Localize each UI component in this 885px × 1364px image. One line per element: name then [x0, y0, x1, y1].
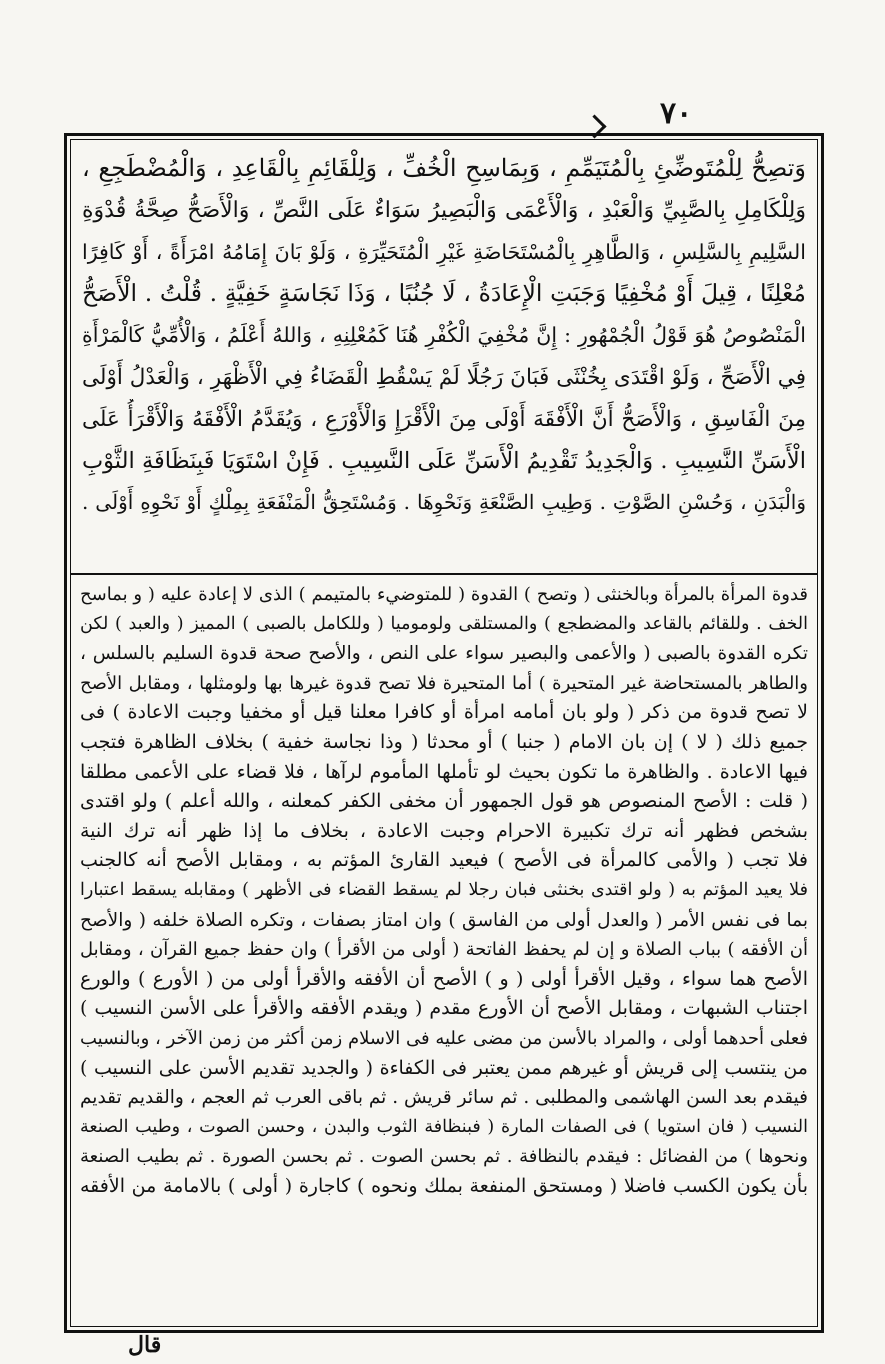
- sharh-commentary-block: [80, 580, 808, 1320]
- sharh-line: فلا تجب ( والأمى كالمرأة فى الأصح ) فيعيد القارئ المؤتم به ، ومقابل الأصح أنه كالجنب: [80, 849, 808, 872]
- sharh-line: قدوة المرأة بالمرأة وبالخنثى ( وتصح ) القدوة ( للمتوضيء بالمتيمم ) الذى لا إعادة عليه ( و بماسح: [80, 584, 808, 605]
- sharh-line: النسيب ( فان استويا ) فى الصفات المارة ( فبنظافة الثوب والبدن ، وحسن الصوت ، وطيب الصنعة: [80, 1116, 808, 1137]
- sharh-line: فلا يعيد المؤتم به ( ولو اقتدى بخنثى فبان رجلا لم يسقط القضاء فى الأظهر ) ومقابله يسقط اعتبارا: [80, 879, 808, 900]
- sharh-line: تكره القدوة بالصبى ( والأعمى والبصير سواء على النص ، والأصح صحة قدوة السليم بالسلس ،: [80, 643, 808, 665]
- sharh-line: بما فى نفس الأمر ( والعدل أولى من الفاسق ) وان امتاز بصفات ، وتكره الصلاة خلفه ( والأصح: [80, 909, 808, 931]
- matn-line: فِي الْأَصَحِّ ، وَلَوْ اقْتَدَى بِخُنْثَى فَبَانَ رَجُلًا لَمْ يَسْقُطِ الْقَضَاءُ فِي الْأَظْهَرِ ، وَالْعَدْلُ أَوْلَى: [82, 364, 806, 390]
- matn-line: الْأَسَنِّ النَّسِيبِ . وَالْجَدِيدُ تَقْدِيمُ الْأَسَنِّ عَلَى النَّسِيبِ . فَإِنْ اسْتَوَيَا فَبِنَظَافَةِ الثَّوْبِ: [82, 447, 806, 474]
- matn-line: وَلِلْكَامِلِ بِالصَّبِيِّ وَالْعَبْدِ ، وَالْأَعْمَى وَالْبَصِيرُ سَوَاءٌ عَلَى النَّصِّ ، وَالْأَصَحُّ صِحَّةُ قُدْوَةِ: [82, 197, 806, 223]
- matn-line: مُعْلِنًا ، قِيلَ أَوْ مُخْفِيًا وَجَبَتِ الْإِعَادَةُ ، لَا جُنُبًا ، وَذَا نَجَاسَةٍ خَفِيَّةٍ . قُلْتُ . الْأَصَحُّ: [82, 279, 806, 308]
- sharh-line: الخف . وللقائم بالقاعد والمضطجع ) والمستلقى ولوموميا ( وللكامل بالصبى ) المميز ( والعبد ) لكن: [80, 613, 808, 634]
- sharh-line: لا تصح قدوة من ذكر ( ولو بان أمامه امرأة أو كافرا معلنا قيل أو مخفيا وجبت الاعادة ) فى: [80, 701, 808, 724]
- sharh-line: فيها الاعادة . والظاهرة ما تكون بحيث لو تأملها المأموم لرآها ، فلا قضاء على الأعمى مطلقا: [80, 760, 808, 783]
- sharh-line: بشخص فظهر أنه ترك تكبيرة الاحرام وجبت الاعادة ، بخلاف ما إذا ظهر أنه ترك النية: [80, 819, 808, 842]
- page-number: ٧٠: [660, 96, 693, 131]
- matn-line: وَتصِحُّ لِلْمُتَوضِّئِ بِالْمُتَيَمِّمِ ، وَبِمَاسِحِ الْخُفِّ ، وَلِلْقَائِمِ بِالْقَاعِدِ ، وَالْمُضْطَجِعِ ،: [82, 154, 806, 182]
- sharh-line: والطاهر بالمستحاضة غير المتحيرة ) أما المتحيرة فلا تصح قدوة غيرها بها ولومثلها ، ومقابل الأصح: [80, 672, 808, 694]
- matn-line: الْمَنْصُوصُ هُوَ قَوْلُ الْجُمْهُورِ : إِنَّ مُخْفِيَ الْكُفْرِ هُنَا كَمُعْلِنِهِ ، وَاللهُ أَعْلَمُ ، وَالْأُمِّيُّ كَالْمَرْأَةِ: [82, 323, 806, 348]
- matn-line: مِنَ الْفَاسِقِ ، وَالْأَصَحُّ أَنَّ الْأَفْقَهَ أَوْلَى مِنَ الْأَقْرَإِ وَالْأَوْرَعِ ، وَيُقَدَّمُ الْأَفْقَهُ وَالْأَقْرَأُ عَلَى: [82, 406, 806, 432]
- sharh-line: من ينتسب إلى قريش أو غيرهم ممن يعتبر فى الكفاءة ( والجديد تقديم الأسن على النسيب ): [80, 1056, 808, 1079]
- matn-text-block: [82, 148, 806, 568]
- matn-line: وَالْبَدَنِ ، وَحُسْنِ الصَّوْتِ . وَطِيبِ الصَّنْعَةِ وَنَحْوِهَا . وَمُسْتَحِقُّ الْمَنْفَعَةِ بِمِلْكٍ أَوْ نَحْوِهِ أَوْلَى .: [82, 490, 806, 515]
- sharh-line: جميع ذلك ( لا ) إن بان الامام ( جنبا ) أو محدثا ( وذا نجاسة خفية ) بخلاف الظاهرة فتجب: [80, 730, 808, 753]
- sharh-line: أن الأفقه ) بباب الصلاة و إن لم يحفظ الفاتحة ( أولى من الأقرأ ) وان حفظ جميع القرآن ، ومقابل: [80, 939, 808, 961]
- sharh-line: اجتناب الشبهات ، ومقابل الأصح أن الأورع مقدم ( ويقدم الأفقه والأقرأ على الأسن النسيب ): [80, 997, 808, 1020]
- matn-line: السَّلِيمِ بِالسَّلِسِ ، وَالطَّاهِرِ بِالْمُسْتَحَاضَةِ غَيْرِ الْمُتَحَيِّرَةِ ، وَلَوْ بَانَ إِمَامُهُ امْرَأَةً ، أَوْ كَافِرًا: [82, 239, 806, 264]
- catchword: قال: [128, 1332, 162, 1358]
- sharh-line: فعلى أحدهما أولى ، والمراد بالأسن من مضى عليه فى الاسلام زمن أكثر من زمن الآخر ، وبالنسيب: [80, 1027, 808, 1049]
- sharh-line: الأصح هما سواء ، وقيل الأقرأ أولى ( و ) الأصح أن الأفقه والأقرأ أولى من ( الأورع ) والورع: [80, 967, 808, 990]
- sharh-line: ونحوها ) من الفضائل : فيقدم بالنظافة . ثم بحسن الصوت . ثم بحسن الصورة . ثم بطيب الصنعة: [80, 1146, 808, 1168]
- sharh-line: بأن يكون الكسب فاضلا ( ومستحق المنفعة بملك ونحوه ) كاجارة ( أولى ) بالامامة من الأفقه: [80, 1174, 808, 1197]
- sharh-line: ( قلت : الأصح المنصوص هو قول الجمهور أن مخفى الكفر كمعلنه ، والله أعلم ) ولو اقتدى: [80, 790, 808, 813]
- sharh-line: فيقدم بعد السن الهاشمى والمطلبى . ثم سائر قريش . ثم باقى العرب ثم العجم ، والقديم تقديم: [80, 1087, 808, 1109]
- matn-sharh-divider: [70, 573, 818, 575]
